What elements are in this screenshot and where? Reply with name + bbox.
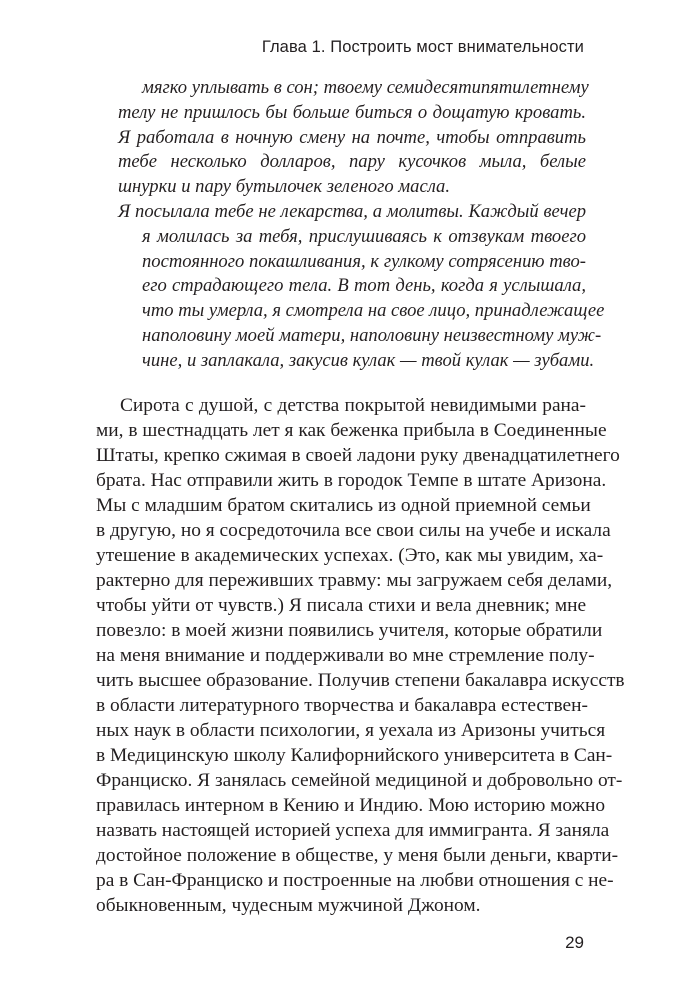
paragraph-line: брата. Нас отправили жить в городок Темпе в штате Аризона. (96, 470, 607, 491)
paragraph-line: в Медицинскую школу Калифорнийского университета в Сан- (96, 745, 613, 766)
poem-line: шнурки и пару бутылочек зеленого масла. (118, 176, 450, 198)
paragraph-line: ми, в шестнадцать лет я как беженка прибыла в Соединенные (96, 420, 607, 441)
paragraph-line: Франциско. Я занялась семейной медициной и добровольно от- (96, 770, 623, 791)
poem-line: его страдающего тела. В тот день, когда я услышала, (142, 275, 586, 297)
poem-block (118, 76, 605, 374)
poem-line: телу не пришлось бы больше биться о дощатую кровать. (118, 101, 586, 123)
poem-stanza-2 (118, 200, 605, 374)
paragraph-line: правилась интерном в Кению и Индию. Мою историю можно (96, 795, 606, 816)
poem-stanza-1 (118, 76, 589, 200)
body-paragraph (96, 393, 625, 918)
running-header: Глава 1. Построить мост внимательности (261, 38, 584, 56)
paragraph-line: чить высшее образование. Получив степени бакалавра искусств (96, 670, 625, 691)
poem-line: тебе несколько долларов, пару кусочков мыла, белые (118, 151, 586, 173)
page-number: 29 (565, 933, 584, 952)
poem-line: Я посылала тебе не лекарства, а молитвы. Каждый вечер (118, 200, 586, 222)
poem-line: наполовину моей матери, наполовину неизвестному муж- (142, 324, 602, 346)
paragraph-line: ных наук в области психологии, я уехала из Аризоны учиться (96, 720, 606, 741)
paragraph-line: Штаты, крепко сжимая в своей ладони руку двенадцатилетнего (96, 445, 620, 466)
poem-line: я молилась за тебя, прислушиваясь к отзвукам твоего (142, 225, 586, 247)
paragraph-line: на меня внимание и поддерживали во мне стремление полу- (96, 645, 595, 666)
poem-line: мягко уплывать в сон; твоему семидесятипятилетнему (142, 77, 589, 98)
paragraph-line: Мы с младшим братом скитались из одной приемной семьи (96, 495, 591, 516)
paragraph-line: повезло: в моей жизни появились учителя, которые обратили (96, 620, 603, 641)
paragraph-line: назвать настоящей историей успеха для иммигранта. Я заняла (96, 820, 610, 841)
paragraph-line: в области литературного творчества и бакалавра естествен- (96, 695, 588, 716)
poem-line: чине, и заплакала, закусив кулак — твой кулак — зубами. (142, 349, 595, 371)
paragraph-line: утешение в академических успехах. (Это, как мы увидим, ха- (96, 545, 604, 566)
paragraph-line: чтобы уйти от чувств.) Я писала стихи и вела дневник; мне (96, 595, 587, 616)
paragraph-line: рактерно для переживших травму: мы загружаем себя делами, (96, 570, 613, 591)
poem-line: что ты умерла, я смотрела на свое лицо, принадлежащее (142, 300, 605, 322)
poem-line: Я работала в ночную смену на почте, чтобы отправить (118, 126, 586, 148)
paragraph-line: ра в Сан-Франциско и построенные на любви отношения с не- (96, 870, 614, 891)
paragraph-line: Сирота с душой, с детства покрытой невидимыми рана- (120, 395, 586, 416)
paragraph-line: в другую, но я сосредоточила все свои силы на учебе и искала (96, 520, 611, 541)
poem-line: постоянного покашливания, к гулкому сотрясению тво- (142, 250, 586, 272)
paragraph-line: достойное положение в обществе, у меня были деньги, кварти- (96, 845, 619, 866)
paragraph-line: обыкновенным, чудесным мужчиной Джоном. (96, 895, 481, 916)
